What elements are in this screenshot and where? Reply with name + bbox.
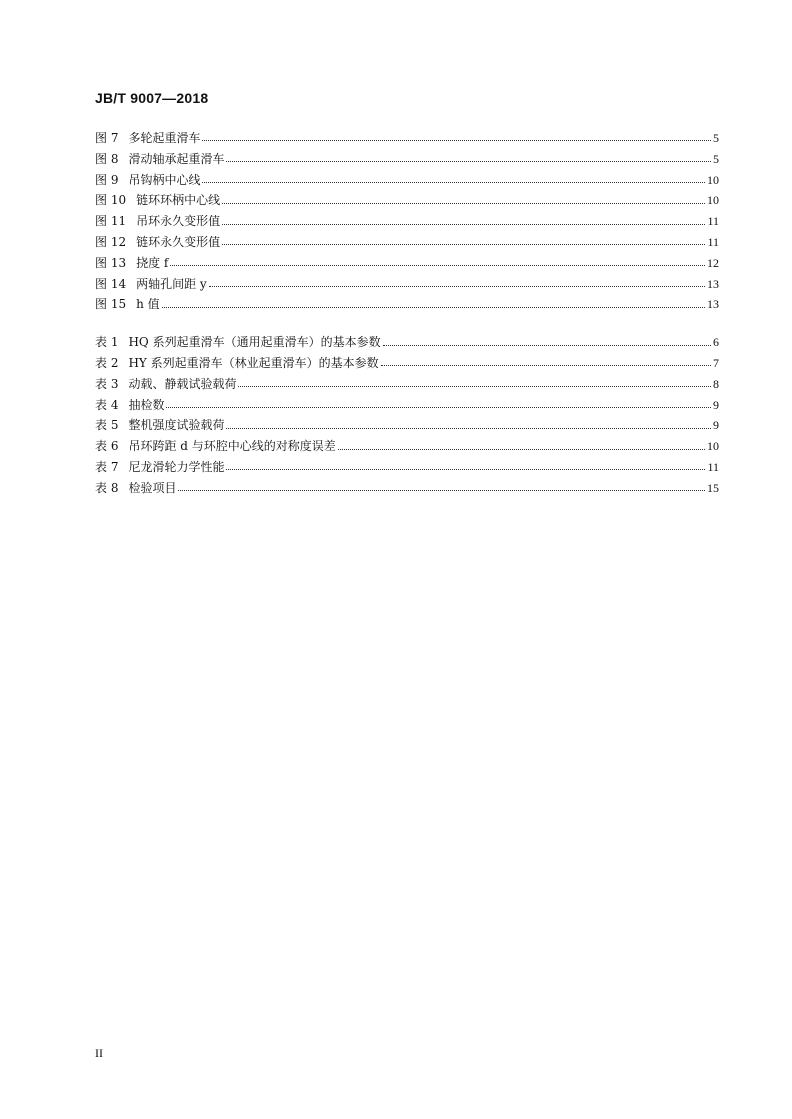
entry-number: 表 7 (95, 459, 119, 474)
entry-page: 9 (713, 397, 719, 412)
entry-title: 整机强度试验载荷 (128, 418, 225, 433)
entry-title: 挠度 f (136, 255, 169, 270)
entry-title: 链环永久变形值 (136, 234, 221, 249)
leader-dots (166, 406, 711, 408)
entry-page: 6 (713, 335, 719, 350)
entry-number: 表 1 (95, 335, 119, 350)
figure-entry[interactable] (95, 253, 719, 274)
entry-number: 表 6 (95, 439, 119, 454)
leader-dots (178, 489, 705, 491)
entry-page: 7 (713, 355, 719, 370)
entry-number: 图 8 (95, 151, 119, 166)
table-entry[interactable] (95, 436, 719, 457)
entry-title: 吊环跨距 d 与环腔中心线的对称度误差 (128, 439, 336, 454)
entry-page: 11 (707, 234, 719, 249)
leader-dots (381, 364, 711, 366)
entry-title: 两轴孔间距 y (136, 276, 207, 291)
entry-page: 5 (713, 131, 719, 145)
figure-entry[interactable] (95, 149, 719, 170)
entry-title: 动载、静载试验载荷 (128, 376, 237, 391)
leader-dots (222, 202, 705, 204)
figure-entry[interactable] (95, 274, 719, 295)
entry-title: 尼龙滑轮力学性能 (128, 459, 225, 474)
figure-list (95, 128, 719, 315)
figure-entry[interactable] (95, 128, 719, 149)
entry-title: 吊环永久变形值 (136, 214, 221, 229)
leader-dots (202, 181, 705, 183)
entry-title: 吊钩柄中心线 (128, 172, 201, 187)
entry-number: 图 13 (95, 255, 127, 270)
leader-dots (226, 160, 711, 162)
entry-page: 8 (713, 376, 719, 391)
figure-entry[interactable] (95, 294, 719, 315)
entry-number: 图 11 (95, 214, 127, 229)
entry-number: 表 2 (95, 355, 119, 370)
entry-page: 10 (707, 193, 719, 208)
table-entry[interactable] (95, 415, 719, 436)
entry-page: 9 (713, 418, 719, 433)
entry-page: 12 (707, 255, 719, 270)
entry-number: 图 15 (95, 297, 127, 312)
entry-page: 10 (707, 172, 719, 187)
entry-page: 11 (707, 214, 719, 229)
leader-dots (238, 385, 711, 387)
leader-dots (202, 139, 711, 141)
table-entry[interactable] (95, 353, 719, 374)
entry-title: 滑动轴承起重滑车 (128, 151, 225, 166)
entry-page: 10 (707, 439, 719, 454)
leader-dots (170, 264, 705, 266)
table-list (95, 332, 719, 498)
table-entry[interactable] (95, 374, 719, 395)
entry-title: 多轮起重滑车 (128, 131, 201, 145)
figure-entry[interactable] (95, 170, 719, 191)
leader-dots (226, 468, 705, 470)
entry-number: 表 5 (95, 418, 119, 433)
entry-page: 13 (707, 297, 719, 312)
entry-page: 11 (707, 459, 719, 474)
entry-page: 5 (713, 151, 719, 166)
entry-number: 表 8 (95, 480, 119, 495)
table-entry[interactable] (95, 395, 719, 416)
entry-title: HQ 系列起重滑车（通用起重滑车）的基本参数 (128, 335, 381, 350)
entry-number: 图 7 (95, 131, 119, 145)
leader-dots (222, 243, 705, 245)
leader-dots (209, 285, 705, 287)
table-entry[interactable] (95, 332, 719, 353)
figure-entry[interactable] (95, 211, 719, 232)
entry-title: HY 系列起重滑车（林业起重滑车）的基本参数 (128, 355, 379, 370)
leader-dots (162, 306, 705, 308)
entry-number: 图 10 (95, 193, 127, 208)
document-code: JB/T 9007—2018 (95, 90, 209, 106)
leader-dots (222, 223, 705, 225)
table-entry[interactable] (95, 457, 719, 478)
entry-number: 表 3 (95, 376, 119, 391)
leader-dots (383, 344, 711, 346)
entry-number: 图 12 (95, 234, 127, 249)
entry-page: 13 (707, 276, 719, 291)
entry-page: 15 (707, 480, 719, 495)
entry-number: 图 9 (95, 172, 119, 187)
figure-entry[interactable] (95, 232, 719, 253)
entry-title: 抽检数 (128, 397, 165, 412)
entry-number: 表 4 (95, 397, 119, 412)
entry-title: 链环环柄中心线 (136, 193, 221, 208)
page-number: II (95, 1046, 103, 1060)
entry-title: h 值 (136, 297, 160, 312)
leader-dots (226, 427, 711, 429)
table-entry[interactable] (95, 478, 719, 499)
leader-dots (338, 448, 705, 450)
entry-number: 图 14 (95, 276, 127, 291)
figure-entry[interactable] (95, 190, 719, 211)
table-of-contents (95, 128, 719, 499)
entry-title: 检验项目 (128, 480, 177, 495)
